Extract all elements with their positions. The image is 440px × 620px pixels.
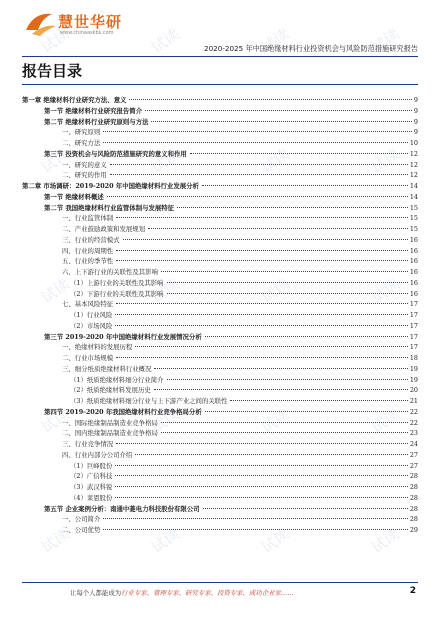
toc-entry[interactable]	[22, 407, 418, 418]
watermark-text: 试读	[147, 524, 183, 557]
watermark-text: 试读	[37, 524, 73, 557]
toc-leader-dots	[115, 497, 407, 498]
toc-entry-page: 12	[409, 149, 418, 158]
toc-entry[interactable]	[22, 461, 418, 472]
watermark-text: 试读	[367, 524, 403, 557]
toc-leader-dots	[103, 131, 412, 132]
toc-leader-dots	[154, 389, 408, 390]
logo-url: www.chinaaskbs.com	[60, 30, 114, 36]
toc-entry-title[interactable]: （1）纸质绝缘材料细分行业简介	[70, 375, 164, 384]
toc-entry[interactable]	[22, 450, 418, 461]
toc-leader-dots	[135, 346, 408, 347]
toc-entry-title[interactable]: 二、研究方法	[62, 139, 101, 147]
toc-entry-page: 17	[409, 321, 418, 330]
toc-entry-page: 18	[409, 354, 418, 362]
toc-entry-title[interactable]: 第五节 企业案例分析：南通中菱电力科技股份有限公司	[44, 504, 200, 513]
toc-entry-page: 16	[409, 278, 418, 287]
toc-leader-dots	[116, 250, 408, 251]
watermark-text: 试读	[257, 404, 293, 437]
toc-entry[interactable]	[22, 364, 418, 375]
toc-entry-page: 17	[409, 332, 418, 341]
watermark-text: 试读	[147, 404, 183, 437]
toc-entry-page: 16	[409, 246, 418, 255]
toc-entry-title[interactable]: 第一章 绝缘材料行业研究方法、意义	[22, 96, 127, 104]
toc-entry-title[interactable]: 二、研究的作用	[62, 171, 107, 180]
toc-entry-page: 19	[409, 364, 418, 373]
toc-entry[interactable]	[22, 385, 418, 396]
toc-entry[interactable]	[22, 375, 418, 386]
watermark-text: 试读	[367, 24, 403, 57]
toc-leader-dots	[167, 293, 408, 294]
toc-leader-dots	[116, 260, 408, 261]
toc-entry[interactable]	[22, 514, 418, 525]
toc-entry-title[interactable]: （2）广信科技	[70, 472, 113, 481]
toc-entry-page: 20	[409, 386, 418, 395]
toc-entry[interactable]	[22, 525, 418, 536]
toc-entry-title[interactable]: 一、研究的意义	[62, 160, 107, 169]
toc-entry-title[interactable]: 一、公司简介	[62, 515, 101, 524]
toc-leader-dots	[107, 196, 408, 197]
toc-entry-page: 12	[409, 160, 418, 169]
footer-divider	[22, 582, 418, 583]
toc-leader-dots	[115, 314, 407, 315]
toc-entry-title[interactable]: 第一节 绝缘材料概述	[44, 192, 104, 201]
toc-leader-dots	[167, 379, 408, 380]
watermark-text: 试读	[257, 524, 293, 557]
toc-entry[interactable]	[22, 192, 418, 203]
toc-leader-dots	[115, 475, 407, 476]
toc-entry-page: 16	[409, 235, 418, 244]
toc-entry-title[interactable]: 第四节 2019-2020 年我国绝缘材料行业竞争格局分析	[44, 407, 202, 416]
page-header	[0, 0, 440, 58]
watermark-text: 试读	[37, 144, 73, 177]
toc-entry[interactable]	[22, 482, 418, 493]
toc-entry-title[interactable]: 一、行业监管体制	[62, 214, 114, 223]
toc-leader-dots	[116, 303, 408, 304]
toc-leader-dots	[154, 368, 407, 369]
toc-leader-dots	[115, 486, 407, 487]
toc-leader-dots	[190, 153, 408, 154]
toc-entry-title[interactable]: 五、行业的季节性	[62, 257, 114, 266]
toc-entry[interactable]	[22, 310, 418, 321]
toc-leader-dots	[135, 454, 408, 455]
toc-entry-page: 28	[409, 483, 418, 491]
toc-leader-dots	[230, 400, 407, 401]
toc-leader-dots	[116, 357, 408, 358]
toc-entry[interactable]	[22, 493, 418, 504]
toc-entry-title[interactable]: 四、行业内部分公司介绍	[62, 450, 133, 459]
toc-entry[interactable]	[22, 127, 418, 138]
footer-slogan-prefix: 让每个人都能成为	[70, 589, 122, 597]
toc-leader-dots	[116, 443, 408, 444]
toc-entry-page: 27	[409, 461, 418, 470]
toc-leader-dots	[145, 110, 412, 111]
toc-leader-dots	[202, 185, 408, 186]
toc-entry-title[interactable]: 一、研究原则	[62, 128, 101, 137]
toc-entry[interactable]	[22, 504, 418, 515]
watermark-text: 试读	[37, 24, 73, 57]
toc-entry[interactable]	[22, 289, 418, 300]
toc-entry[interactable]	[22, 418, 418, 429]
watermark-text: 试读	[367, 144, 403, 177]
toc-leader-dots	[161, 422, 408, 423]
table-of-contents	[22, 95, 418, 536]
toc-entry-title[interactable]: （3）纸质绝缘材料细分行业与上下游产业之间的关联性	[70, 397, 228, 405]
toc-entry-page: 12	[409, 171, 418, 180]
toc-entry-page: 28	[409, 504, 418, 513]
toc-entry[interactable]	[22, 160, 418, 171]
toc-entry-page: 15	[409, 214, 418, 223]
toc-entry-page: 22	[409, 418, 418, 427]
toc-entry-page: 14	[409, 192, 418, 201]
toc-entry-title[interactable]: 第二章 市场调研：2019-2020 年中国绝缘材料行业发展分析	[22, 182, 199, 190]
toc-entry-title[interactable]: 二、公司优势	[62, 526, 101, 534]
toc-entry-page: 28	[409, 472, 418, 481]
toc-entry[interactable]	[22, 213, 418, 224]
toc-entry[interactable]	[22, 170, 418, 181]
toc-leader-dots	[151, 121, 411, 122]
title-divider	[22, 84, 418, 85]
toc-leader-dots	[129, 99, 411, 100]
watermark-text: 试读	[37, 274, 73, 307]
logo-text: 慧世华研	[58, 13, 123, 31]
toc-entry[interactable]	[22, 353, 418, 364]
toc-leader-dots	[103, 518, 408, 519]
toc-entry-title[interactable]: 二、国内绝缘制品制造业竞争格局	[62, 429, 158, 438]
toc-entry-title[interactable]: 二、产业鼓励政策和发展规划	[62, 225, 146, 233]
toc-entry-title[interactable]: 四、行业的周期性	[62, 246, 114, 255]
toc-leader-dots	[161, 271, 408, 272]
toc-entry-title[interactable]: 第一节 绝缘材料行业研究报告简介	[44, 106, 143, 115]
toc-entry-title[interactable]: 二、行业市场规模	[62, 354, 114, 362]
toc-entry-page: 9	[413, 96, 418, 104]
watermark-text: 试读	[147, 144, 183, 177]
page-number: 2	[409, 586, 416, 596]
toc-entry-title[interactable]: 第三节 投资机会与风险防范措施研究的意义和作用	[44, 149, 187, 158]
toc-entry[interactable]	[22, 149, 418, 160]
toc-entry-title[interactable]: 三、行业的经营模式	[62, 235, 120, 244]
toc-entry[interactable]	[22, 203, 418, 214]
toc-entry-title[interactable]: 七、基本风险特征	[62, 300, 114, 309]
toc-entry[interactable]	[22, 321, 418, 332]
toc-entry-page: 28	[409, 515, 418, 524]
toc-leader-dots	[123, 239, 408, 240]
footer-slogan-roles: 行业专家、管理专家、研究专家、投资专家、成功企业家……	[121, 589, 294, 597]
toc-entry[interactable]	[22, 342, 418, 353]
toc-leader-dots	[116, 217, 408, 218]
toc-entry[interactable]	[22, 332, 418, 343]
toc-entry-page: 16	[409, 268, 418, 276]
toc-leader-dots	[161, 432, 408, 433]
toc-entry[interactable]	[22, 95, 418, 106]
toc-entry-page: 15	[409, 203, 418, 212]
header-divider	[22, 56, 418, 57]
toc-entry-title[interactable]: （2）纸质绝缘材料发展历史	[70, 386, 151, 395]
toc-entry-page: 22	[409, 407, 418, 416]
footer-slogan	[70, 588, 294, 597]
toc-leader-dots	[203, 508, 408, 509]
toc-entry-page: 17	[409, 343, 418, 352]
toc-leader-dots	[115, 325, 407, 326]
toc-entry-page: 28	[409, 493, 418, 502]
toc-entry-title[interactable]: （1）上游行业的关联性及其影响	[70, 278, 164, 287]
toc-entry-page: 9	[413, 106, 418, 115]
toc-entry-title[interactable]: 一、绝缘材料的发展历程	[62, 343, 133, 352]
toc-entry-title[interactable]: （2）市场风险	[70, 321, 113, 330]
watermark-text: 试读	[37, 404, 73, 437]
toc-entry-title[interactable]: 第二节 我国绝缘材料行业监管体制与发展特征	[44, 203, 175, 212]
toc-leader-dots	[110, 174, 408, 175]
toc-leader-dots	[205, 336, 408, 337]
toc-entry-title[interactable]: （2）下游行业的关联性及其影响	[70, 289, 164, 298]
toc-entry-page: 23	[409, 429, 418, 438]
toc-entry-title[interactable]: 三、细分纸质绝缘材料行业概况	[62, 364, 152, 373]
toc-entry[interactable]	[22, 246, 418, 257]
watermark-text: 试读	[257, 274, 293, 307]
company-logo	[22, 8, 142, 44]
toc-entry-page: 15	[409, 225, 418, 233]
toc-entry[interactable]	[22, 256, 418, 267]
toc-entry-title[interactable]: 第三节 2019-2020 年中国绝缘材料行业发展情况分析	[44, 332, 202, 341]
toc-entry[interactable]	[22, 224, 418, 235]
toc-entry-page: 9	[413, 117, 418, 126]
page-title: 报告目录	[22, 62, 83, 80]
toc-entry-page: 19	[409, 375, 418, 384]
toc-entry[interactable]	[22, 278, 418, 289]
toc-leader-dots	[167, 282, 408, 283]
toc-entry[interactable]	[22, 439, 418, 450]
toc-entry-title[interactable]: （4）莱恩股份	[70, 493, 113, 502]
toc-entry[interactable]	[22, 299, 418, 310]
toc-leader-dots	[110, 164, 408, 165]
report-title: 2020-2025 年中国绝缘材料行业投资机会与风险防范措施研究报告	[204, 44, 418, 53]
toc-entry-title[interactable]: 六、上下游行业的关联性及其影响	[62, 268, 158, 276]
toc-entry-page: 14	[409, 182, 418, 190]
watermark-text: 试读	[147, 274, 183, 307]
toc-entry[interactable]	[22, 181, 418, 192]
toc-entry-page: 10	[409, 139, 418, 147]
watermark-text: 试读	[257, 144, 293, 177]
watermark-text: 试读	[257, 24, 293, 57]
toc-entry-page: 9	[413, 128, 418, 137]
toc-entry-title[interactable]: （1）巨峰股份	[70, 461, 113, 470]
toc-leader-dots	[205, 411, 408, 412]
toc-entry-page: 29	[409, 526, 418, 534]
toc-entry[interactable]	[22, 106, 418, 117]
toc-leader-dots	[103, 142, 408, 143]
toc-entry[interactable]	[22, 235, 418, 246]
toc-entry-title[interactable]: （3）武汉科锐	[70, 483, 113, 491]
toc-entry-title[interactable]: 一、国际绝缘制品制造业竞争格局	[62, 418, 158, 427]
toc-entry[interactable]	[22, 396, 418, 407]
watermark-text: 试读	[147, 24, 183, 57]
toc-entry-title[interactable]: 第二节 绝缘材料行业研究原则与方法	[44, 117, 149, 126]
toc-leader-dots	[103, 529, 408, 530]
toc-entry-page: 21	[409, 397, 418, 405]
toc-entry-page: 16	[409, 257, 418, 266]
toc-leader-dots	[177, 207, 408, 208]
watermark-text: 试读	[367, 274, 403, 307]
logo-swoosh-icon	[22, 8, 60, 38]
watermark-text: 试读	[367, 404, 403, 437]
toc-leader-dots	[115, 465, 407, 466]
toc-leader-dots	[148, 228, 408, 229]
toc-entry-title[interactable]: 三、行业竞争情况	[62, 440, 114, 448]
toc-entry-page: 24	[409, 440, 418, 448]
toc-entry-page: 17	[409, 300, 418, 309]
toc-entry[interactable]	[22, 138, 418, 149]
toc-entry[interactable]	[22, 267, 418, 278]
toc-entry[interactable]	[22, 471, 418, 482]
toc-entry-page: 27	[409, 450, 418, 459]
toc-entry[interactable]	[22, 428, 418, 439]
toc-entry-page: 17	[409, 311, 418, 319]
toc-entry-page: 16	[409, 289, 418, 298]
toc-entry-title[interactable]: （1）行业风险	[70, 311, 113, 319]
toc-entry[interactable]	[22, 117, 418, 128]
